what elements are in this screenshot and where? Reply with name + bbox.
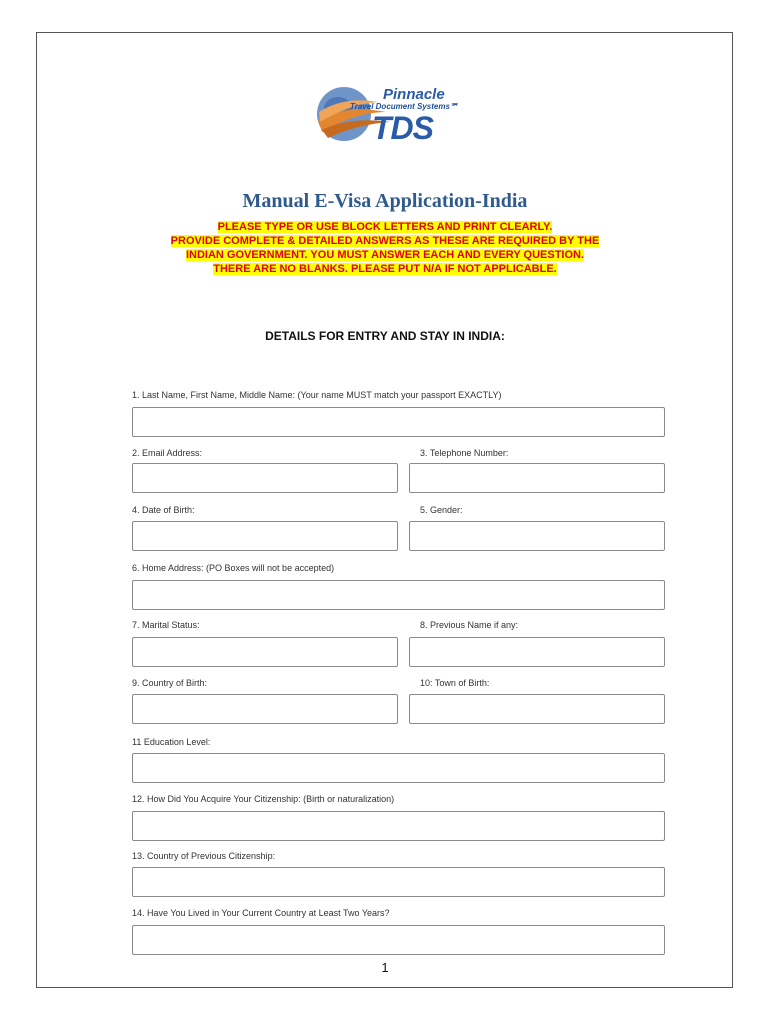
previous-name-field[interactable] (409, 637, 665, 667)
home-address-field[interactable] (132, 580, 665, 610)
education-level-label: 11 Education Level: (132, 737, 211, 747)
telephone-number-label: 3. Telephone Number: (420, 448, 509, 458)
section-heading: DETAILS FOR ENTRY AND STAY IN INDIA: (265, 329, 505, 343)
previous-citizenship-label: 13. Country of Previous Citizenship: (132, 851, 276, 861)
instruction-line: PROVIDE COMPLETE & DETAILED ANSWERS AS THESE ARE REQUIRED BY THE (170, 235, 600, 247)
marital-status-label: 7. Marital Status: (132, 620, 200, 630)
lived-two-years-field[interactable] (132, 925, 665, 955)
country-of-birth-field[interactable] (132, 694, 398, 724)
last-first-middle-name-label: 1. Last Name, First Name, Middle Name: (Your name MUST match your passport EXACTLY) (132, 390, 502, 400)
previous-name-label: 8. Previous Name if any: (420, 620, 519, 630)
previous-citizenship-field[interactable] (132, 867, 665, 897)
instructions-block (0, 220, 770, 276)
home-address-label: 6. Home Address: (PO Boxes will not be accepted) (132, 563, 335, 573)
instruction-line: PLEASE TYPE OR USE BLOCK LETTERS AND PRINT CLEARLY. (217, 221, 553, 233)
date-of-birth-label: 4. Date of Birth: (132, 505, 195, 515)
citizenship-acquired-field[interactable] (132, 811, 665, 841)
email-address-label: 2. Email Address: (132, 448, 203, 458)
town-of-birth-label: 10: Town of Birth: (420, 678, 490, 688)
logo-pinnacle-text: Pinnacle (383, 86, 445, 103)
logo-tds-text: TDS (372, 110, 433, 146)
page-number: 1 (381, 960, 389, 975)
town-of-birth-field[interactable] (409, 694, 665, 724)
country-of-birth-label: 9. Country of Birth: (132, 678, 208, 688)
logo-subtitle-text: Travel Document Systems℠ (350, 102, 459, 111)
gender-label: 5. Gender: (420, 505, 463, 515)
citizenship-acquired-label: 12. How Did You Acquire Your Citizenship: (Birth or naturalization) (132, 794, 395, 804)
page-title: Manual E-Visa Application-India (242, 190, 528, 212)
date-of-birth-field[interactable] (132, 521, 398, 551)
email-address-field[interactable] (132, 463, 398, 493)
telephone-number-field[interactable] (409, 463, 665, 493)
marital-status-field[interactable] (132, 637, 398, 667)
education-level-field[interactable] (132, 753, 665, 783)
gender-field[interactable] (409, 521, 665, 551)
lived-two-years-label: 14. Have You Lived in Your Current Country at Least Two Years? (132, 908, 390, 918)
instruction-line: THERE ARE NO BLANKS. PLEASE PUT N/A IF NOT APPLICABLE. (213, 263, 557, 275)
full-name-field[interactable] (132, 407, 665, 437)
instruction-line: INDIAN GOVERNMENT. YOU MUST ANSWER EACH AND EVERY QUESTION. (185, 249, 585, 261)
